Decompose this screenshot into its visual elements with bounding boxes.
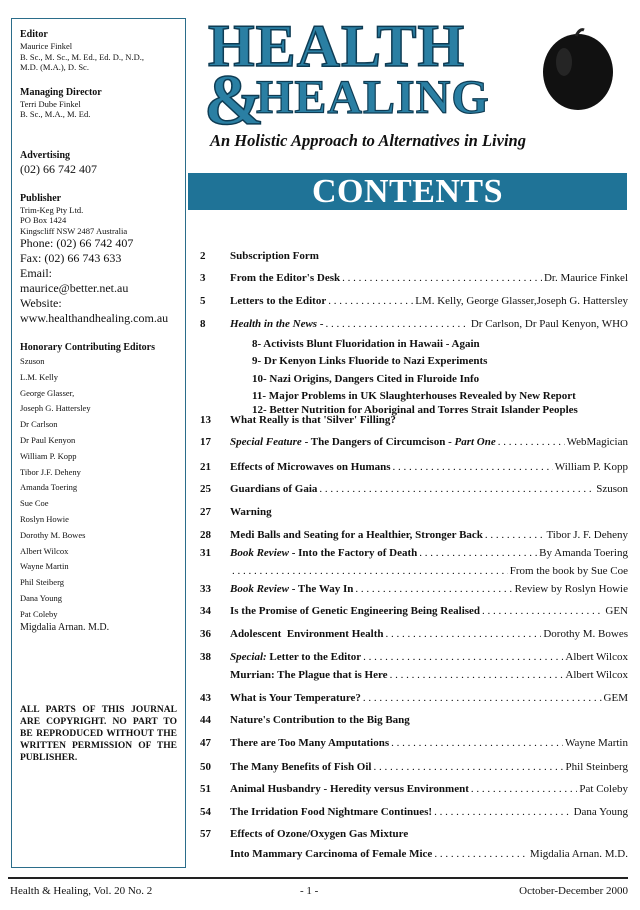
toc-entry[interactable] xyxy=(200,318,628,330)
publisher-heading: Publisher xyxy=(20,192,62,204)
toc-entry[interactable] xyxy=(200,583,628,595)
toc-page-number: 57 xyxy=(200,828,211,840)
masthead-healing: HEALING xyxy=(256,71,490,124)
toc-entry[interactable] xyxy=(200,483,628,495)
toc-author: WebMagician xyxy=(566,436,628,448)
md-heading: Managing Director xyxy=(20,86,102,98)
toc-title-text: What is Your Temperature? xyxy=(230,692,361,704)
footer-date: October-December 2000 xyxy=(519,885,628,897)
toc-title-italic: Book Review xyxy=(230,583,289,595)
toc-entry[interactable] xyxy=(200,669,628,681)
toc-entry[interactable] xyxy=(200,250,628,262)
toc-title-text: Into Mammary Carcinoma of Female Mice xyxy=(230,848,433,860)
toc-title-italic: Health in the News - xyxy=(230,318,324,330)
toc-page-number: 8 xyxy=(200,318,206,330)
editor-name: Maurice Finkel xyxy=(20,41,73,51)
toc-news-item[interactable]: 11- Major Problems in UK Slaughterhouses Revealed by New Report xyxy=(252,390,576,402)
toc-author: Albert Wilcox xyxy=(565,669,628,681)
publisher-line: Trim-Keg Pty Ltd. xyxy=(20,204,84,215)
footer-page-number: - 1 - xyxy=(300,885,319,897)
toc-page-number: 21 xyxy=(200,461,211,473)
toc-page-number: 17 xyxy=(200,436,211,448)
hce-name: Dr Carlson xyxy=(20,419,58,430)
editor-quals-1: B. Sc., M. Sc., M. Ed., Ed. D., N.D., xyxy=(20,51,144,62)
toc-page-number: 54 xyxy=(200,806,211,818)
toc-entry[interactable] xyxy=(200,295,628,307)
email-link[interactable]: maurice@better.net.au xyxy=(20,281,129,295)
toc-author: Phil Steinberg xyxy=(565,761,628,773)
toc-author: Tibor J. F. Deheny xyxy=(546,529,628,541)
publisher-fax: Fax: (02) 66 743 633 xyxy=(20,251,122,265)
toc-title xyxy=(230,318,324,330)
hce-name: Dana Young xyxy=(20,592,63,603)
footer-journal: Health & Healing, Vol. 20 No. 2 xyxy=(10,885,153,897)
toc-title-text: Letter to the Editor xyxy=(266,651,362,663)
toc-title xyxy=(230,250,319,262)
toc-author: GEN xyxy=(605,605,628,617)
masthead-sidebar xyxy=(11,18,186,868)
toc-title-text: There are Too Many Amputations xyxy=(230,737,390,749)
toc-title xyxy=(230,295,326,307)
email-label: Email: xyxy=(20,266,52,280)
toc-entry[interactable] xyxy=(200,461,628,473)
toc-leader-dots xyxy=(434,848,528,860)
toc-title xyxy=(230,761,371,773)
toc-title-text: Subscription Form xyxy=(230,250,319,262)
toc-entry[interactable] xyxy=(200,651,628,663)
toc-title-text: - Into the Factory of Death xyxy=(288,547,418,559)
toc-leader-dots xyxy=(326,318,469,330)
toc-entry[interactable] xyxy=(200,272,628,284)
toc-title-text: The Many Benefits of Fish Oil xyxy=(230,761,372,773)
toc-title xyxy=(230,737,389,749)
toc-page-number: 2 xyxy=(200,250,206,262)
toc-title-text: The Irridation Food Nightmare Continues! xyxy=(230,806,433,818)
toc-title xyxy=(230,828,408,840)
advertising-heading: Advertising xyxy=(20,149,70,161)
hce-name: Tibor J.F. Deheny xyxy=(20,466,81,477)
toc-page-number: 5 xyxy=(200,295,206,307)
toc-page-number: 25 xyxy=(200,483,211,495)
toc-entry[interactable] xyxy=(200,783,628,795)
toc-page-number: 13 xyxy=(200,414,211,426)
toc-title-text: Murrian: The Plague that is Here xyxy=(230,669,388,681)
toc-leader-dots xyxy=(363,651,563,663)
hce-heading: Honorary Contributing Editors xyxy=(20,342,156,353)
toc-leader-dots xyxy=(485,529,545,541)
toc-leader-dots xyxy=(471,783,578,795)
footer-rule xyxy=(8,877,628,879)
toc-page-number: 51 xyxy=(200,783,211,795)
toc-leader-dots xyxy=(498,436,565,448)
toc-leader-dots xyxy=(328,295,413,307)
toc-author: From the book by Sue Coe xyxy=(509,565,628,577)
toc-entry[interactable] xyxy=(200,529,628,541)
toc-leader-dots xyxy=(319,483,594,495)
hce-name: Albert Wilcox xyxy=(20,545,69,556)
masthead-ampersand: & xyxy=(204,60,264,140)
toc-title xyxy=(230,651,361,663)
toc-author: Wayne Martin xyxy=(565,737,628,749)
toc-page-number: 28 xyxy=(200,529,211,541)
toc-author: Pat Coleby xyxy=(579,783,628,795)
toc-leader-dots xyxy=(342,272,542,284)
toc-title xyxy=(230,605,480,617)
toc-title-italic: Special: xyxy=(230,651,267,663)
toc-leader-dots xyxy=(386,628,542,640)
toc-entry[interactable] xyxy=(200,436,628,448)
hce-name: Amanda Toering xyxy=(20,482,78,493)
toc-author: Dana Young xyxy=(573,806,628,818)
toc-page-number: 50 xyxy=(200,761,211,773)
toc-title xyxy=(230,483,317,495)
toc-title xyxy=(230,692,361,704)
toc-title xyxy=(230,628,384,640)
toc-page-number: 36 xyxy=(200,628,211,640)
toc-author: By Amanda Toering xyxy=(539,547,628,559)
toc-title xyxy=(230,506,272,518)
toc-author: Migdalia Arnan. M.D. xyxy=(529,848,628,860)
toc-title-text: Letters to the Editor xyxy=(230,295,327,307)
toc-page-number: 38 xyxy=(200,651,211,663)
toc-entry[interactable] xyxy=(200,628,628,640)
toc-title-text: Effects of Ozone/Oxygen Gas Mixture xyxy=(230,828,409,840)
toc-entry[interactable] xyxy=(200,605,628,617)
toc-leader-dots xyxy=(363,692,602,704)
toc-news-item[interactable]: 8- Activists Blunt Fluoridation in Hawaii - Again xyxy=(252,338,480,350)
toc-entry[interactable] xyxy=(200,737,628,749)
toc-title-italic: Book Review xyxy=(230,547,289,559)
hce-name: Roslyn Howie xyxy=(20,513,69,524)
toc-page-number: 47 xyxy=(200,737,211,749)
toc-entry[interactable] xyxy=(200,828,628,840)
toc-title xyxy=(230,461,391,473)
website-link[interactable]: www.healthandhealing.com.au xyxy=(20,311,169,325)
toc-author: Dorothy M. Bowes xyxy=(543,628,628,640)
publisher-line: Kingscliff NSW 2487 Australia xyxy=(20,225,128,236)
toc-leader-dots xyxy=(482,605,603,617)
md-name: Terri Dube Finkel xyxy=(20,98,81,109)
toc-page-number: 3 xyxy=(200,272,206,284)
hce-name: Sue Coe xyxy=(20,498,49,509)
hce-name: George Glasser, xyxy=(20,387,75,398)
toc-title xyxy=(230,547,417,559)
tagline: An Holistic Approach to Alternatives in Living xyxy=(210,131,526,150)
toc-title xyxy=(230,806,432,818)
toc-title-text: - The Way In xyxy=(288,583,354,595)
toc-page-number: 33 xyxy=(200,583,211,595)
hce-name: Szuson xyxy=(20,356,45,366)
toc-author: Szuson xyxy=(596,483,628,495)
toc-title-text: Guardians of Gaia xyxy=(230,483,318,495)
editor-heading: Editor xyxy=(20,29,48,40)
toc-title-text: Is the Promise of Genetic Engineering Being Realised xyxy=(230,605,481,617)
toc-title xyxy=(230,714,410,726)
toc-leader-dots xyxy=(419,547,537,559)
toc-entry[interactable] xyxy=(200,761,628,773)
copyright-notice: ALL PARTS OF THIS JOURNAL ARE COPYRIGHT. NO PART TO BE REPRODUCED WITHOUT THE WRITTEN PERMISSION OF THE PUBLISHER. xyxy=(20,705,177,763)
toc-leader-dots xyxy=(355,583,512,595)
toc-title xyxy=(230,272,340,284)
toc-title-text: Warning xyxy=(230,506,272,518)
toc-news-item[interactable]: 12- Better Nutrition for Aboriginal and Torres Strait Islander Peoples xyxy=(252,404,578,416)
toc-title-text: Adolescent Environment Health xyxy=(230,628,384,640)
contents-heading: CONTENTS xyxy=(188,173,627,210)
hce-name: L.M. Kelly xyxy=(20,371,59,382)
toc-author: Review by Roslyn Howie xyxy=(514,583,628,595)
toc-leader-dots xyxy=(390,669,564,681)
toc-title-text: - The Dangers of Circumcison - xyxy=(301,436,455,448)
toc-page-number: 34 xyxy=(200,605,211,617)
hce-name: Migdalia Arnan. M.D. xyxy=(20,621,110,633)
toc-entry[interactable] xyxy=(200,506,628,518)
toc-title xyxy=(230,436,496,448)
toc-news-item[interactable]: 9- Dr Kenyon Links Fluoride to Nazi Experiments xyxy=(252,355,488,367)
toc-title xyxy=(230,848,432,860)
md-quals: B. Sc., M.A., M. Ed. xyxy=(20,109,91,119)
toc-leader-dots xyxy=(391,737,563,749)
toc-title-text: What Really is that 'Silver' Filling? xyxy=(230,414,396,426)
toc-author: GEM xyxy=(603,692,628,704)
toc-entry[interactable] xyxy=(200,565,628,577)
hce-name: Dorothy M. Bowes xyxy=(20,529,86,540)
hce-list xyxy=(20,354,177,623)
toc-author: Albert Wilcox xyxy=(565,651,628,663)
toc-leader-dots xyxy=(232,565,508,577)
toc-entry[interactable] xyxy=(200,714,628,726)
hce-name: Dr Paul Kenyon xyxy=(20,434,76,445)
toc-leader-dots xyxy=(373,761,563,773)
toc-entry[interactable] xyxy=(200,692,628,704)
toc-author: LM. Kelly, George Glasser,Joseph G. Hattersley xyxy=(415,295,628,307)
toc-page-number: 31 xyxy=(200,547,211,559)
hce-name: Pat Coleby xyxy=(20,608,58,619)
toc-title-text: Effects of Microwaves on Humans xyxy=(230,461,391,473)
toc-title-italic: Part One xyxy=(454,436,496,448)
advertising-phone: (02) 66 742 407 xyxy=(20,161,97,176)
toc-title-text: Animal Husbandry - Heredity versus Environment xyxy=(230,783,469,795)
toc-title-text: Nature's Contribution to the Big Bang xyxy=(230,714,410,726)
toc-leader-dots xyxy=(393,461,553,473)
toc-page-number: 27 xyxy=(200,506,211,518)
toc-title xyxy=(230,583,353,595)
hce-name: William P. Kopp xyxy=(20,450,77,461)
toc-news-item[interactable]: 10- Nazi Origins, Dangers Cited in Fluroide Info xyxy=(252,373,480,385)
publisher-line: PO Box 1424 xyxy=(20,215,67,225)
hce-name: Wayne Martin xyxy=(20,561,69,572)
toc-title-text: From the Editor's Desk xyxy=(230,272,341,284)
toc-page-number: 44 xyxy=(200,714,211,726)
hce-name: Joseph G. Hattersley xyxy=(20,403,91,414)
toc-title-italic: Special Feature xyxy=(230,436,302,448)
toc-author: Dr. Maurice Finkel xyxy=(543,272,628,284)
website-label: Website: xyxy=(20,296,62,310)
toc-entry[interactable] xyxy=(200,848,628,860)
toc-title xyxy=(230,529,483,541)
toc-author: Dr Carlson, Dr Paul Kenyon, WHO xyxy=(470,318,628,330)
toc-entry[interactable] xyxy=(200,806,628,818)
hce-name: Phil Steiberg xyxy=(20,577,64,588)
toc-title xyxy=(230,669,388,681)
toc-page-number: 43 xyxy=(200,692,211,704)
toc-title-text: Medi Balls and Seating for a Healthier, Stronger Back xyxy=(230,529,483,541)
toc-entry[interactable] xyxy=(200,547,628,559)
toc-title xyxy=(230,783,469,795)
masthead-health: HEALTH xyxy=(208,13,466,79)
toc-leader-dots xyxy=(434,806,572,818)
apple-icon xyxy=(540,26,616,112)
masthead-logo xyxy=(200,12,530,140)
toc-author: William P. Kopp xyxy=(554,461,628,473)
publisher-phone: Phone: (02) 66 742 407 xyxy=(20,236,134,250)
editor-quals-2: M.D. (M.A.), D. Sc. xyxy=(20,62,89,72)
